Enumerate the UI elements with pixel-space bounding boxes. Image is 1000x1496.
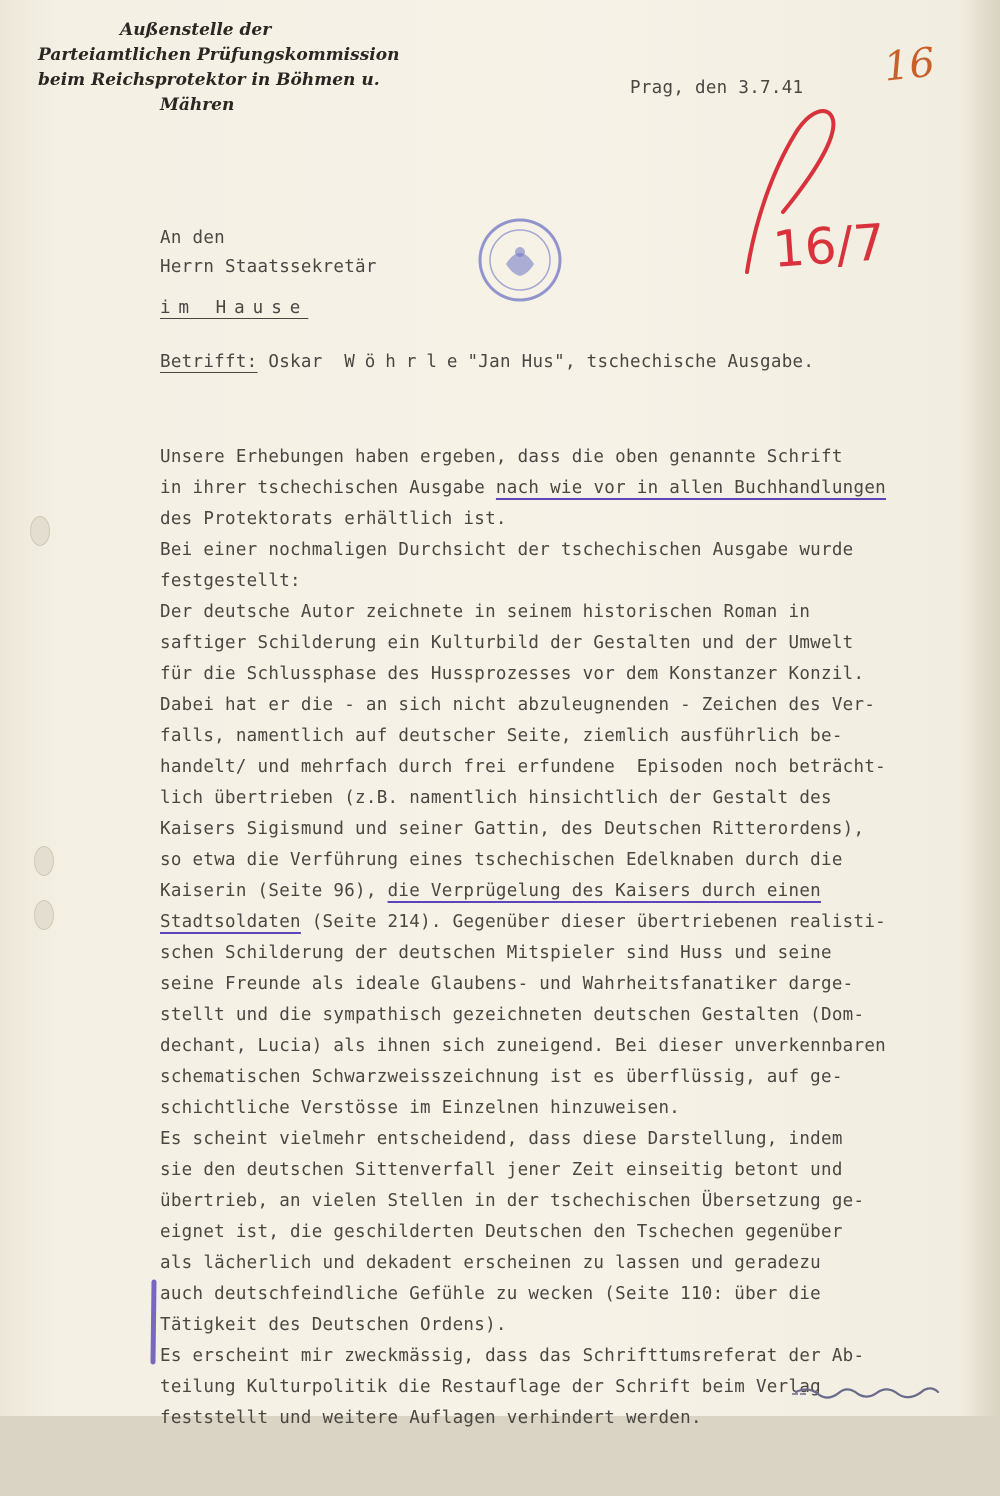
body-line: für die Schlussphase des Hussprozesses vor dem Konstanzer Konzil. [160, 664, 865, 684]
folio-number [880, 36, 950, 92]
subject-first-name: Oskar [268, 352, 323, 372]
underlined-text: die Verprügelung des Kaisers durch einen [387, 881, 821, 901]
body-line [160, 907, 886, 938]
body-line: handelt/ und mehrfach durch frei erfundene Episoden noch beträcht- [160, 757, 887, 777]
body-line: Kaisers Sigismund und seiner Gattin, des Deutschen Ritterordens), [160, 819, 865, 839]
stamp-icon [472, 212, 568, 312]
letterhead-line: Außenstelle der [120, 20, 272, 40]
body-line: saftiger Schilderung ein Kulturbild der Gestalten und der Umwelt [160, 633, 854, 653]
folio-number-text: 16 [881, 39, 938, 91]
letterhead [38, 18, 400, 118]
body-line: schen Schilderung der deutschen Mitspieler sind Huss und seine [160, 943, 832, 963]
subject-label: Betrifft: [160, 352, 258, 372]
body-line: Bei einer nochmaligen Durchsicht der tschechischen Ausgabe wurde [160, 540, 854, 560]
margin-mark [148, 1280, 160, 1368]
body-line: Dabei hat er die - an sich nicht abzuleugnenden - Zeichen des Ver- [160, 695, 876, 715]
red-pencil-mark [725, 100, 905, 294]
punch-hole [30, 516, 50, 546]
body-line: sie den deutschen Sittenverfall jener Zeit einseitig betont und [160, 1160, 843, 1180]
body-line: eignet ist, die geschilderten Deutschen den Tschechen gegenüber [160, 1222, 843, 1242]
body-line: dechant, Lucia) als ihnen sich zuneigend. Bei dieser unverkennbaren [160, 1036, 887, 1056]
body-text: in ihrer tschechischen Ausgabe [160, 478, 496, 498]
body-line: festgestellt: [160, 571, 301, 591]
subject-surname: Wöhrle [344, 352, 468, 372]
body-line: schematischen Schwarzweisszeichnung ist es überflüssig, auf ge- [160, 1067, 843, 1087]
body-line: auch deutschfeindliche Gefühle zu wecken (Seite 110: über die [160, 1284, 821, 1304]
body-line: Unsere Erhebungen haben ergeben, dass die oben genannte Schrift [160, 447, 843, 467]
body-text: (Seite 214). Gegenüber dieser übertriebenen realisti- [300, 912, 887, 932]
body-line: schichtliche Verstösse im Einzelnen hinzuweisen. [160, 1098, 681, 1118]
body-line [160, 473, 886, 504]
body-line: so etwa die Verführung eines tschechischen Edelknaben durch die [160, 850, 843, 870]
body-line: Es erscheint mir zweckmässig, dass das Schrifttumsreferat der Ab- [160, 1346, 865, 1366]
body-line: übertrieb, an vielen Stellen in der tschechischen Übersetzung ge- [160, 1191, 865, 1211]
body-line: als lächerlich und dekadent erscheinen zu lassen und geradezu [160, 1253, 821, 1273]
red-pencil-text: 16/7 [770, 213, 887, 279]
underlined-text: Stadtsoldaten [160, 912, 301, 932]
recipient-line: Herrn Staatssekretär [160, 257, 377, 277]
body-line: teilung Kulturpolitik die Restauflage der Schrift beim Verlag [160, 1377, 821, 1397]
body-line: Es scheint vielmehr entscheidend, dass diese Darstellung, indem [160, 1129, 843, 1149]
letterhead-line: Mähren [160, 95, 235, 115]
subject-line [160, 352, 814, 372]
punch-hole [34, 846, 54, 876]
body-line: Der deutsche Autor zeichnete in seinem historischen Roman in [160, 602, 811, 622]
body-line: feststellt und weitere Auflagen verhindert werden. [160, 1408, 702, 1428]
body-line: Tätigkeit des Deutschen Ordens). [160, 1315, 507, 1335]
body-line: stellt und die sympathisch gezeichneten deutschen Gestalten (Dom- [160, 1005, 865, 1025]
letter-body [160, 411, 886, 1496]
recipient-line: im Hause [160, 298, 309, 318]
letterhead-line: Parteiamtlichen Prüfungskommission [38, 45, 400, 65]
body-line: lich übertrieben (z.B. namentlich hinsichtlich der Gestalt des [160, 788, 832, 808]
body-line: falls, namentlich auf deutscher Seite, ziemlich ausführlich be- [160, 726, 843, 746]
body-text: Kaiserin (Seite 96), [160, 881, 388, 901]
body-line: des Protektorats erhältlich ist. [160, 509, 507, 529]
body-line: seine Freunde als ideale Glaubens- und Wahrheitsfanatiker darge- [160, 974, 854, 994]
date-line: Prag, den 3.7.41 [630, 78, 804, 98]
body-line [160, 876, 886, 907]
punch-hole [34, 900, 54, 930]
signature-icon [790, 1370, 970, 1410]
subject-rest: "Jan Hus", tschechische Ausgabe. [467, 352, 815, 372]
recipient-line: An den [160, 228, 226, 248]
letterhead-line: beim Reichsprotektor in Böhmen u. [38, 70, 380, 90]
underlined-text: nach wie vor in allen Buchhandlungen [495, 478, 887, 498]
